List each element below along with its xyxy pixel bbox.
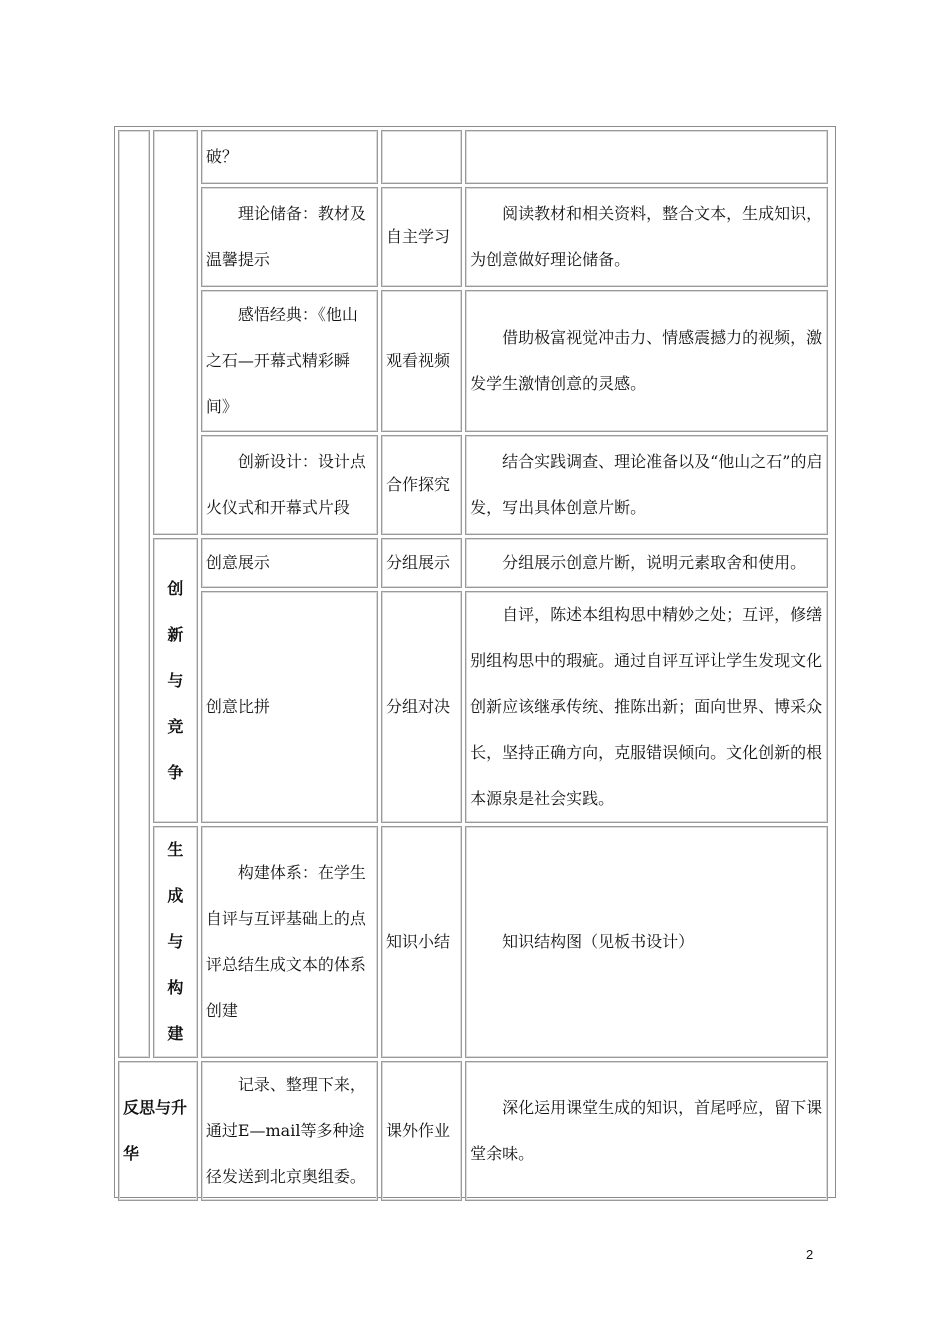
- stage-label-construction: 生 成 与 构 建: [153, 826, 198, 1058]
- activity-cell: 创新设计：设计点火仪式和开幕式片段: [201, 435, 378, 535]
- activity-cell: 构建体系：在学生自评与互评基础上的点评总结生成文本的体系创建: [201, 826, 378, 1058]
- method-cell: 合作探究: [381, 435, 462, 535]
- method-cell: 观看视频: [381, 290, 462, 432]
- method-cell: 分组对决: [381, 591, 462, 823]
- method-cell: [381, 130, 462, 184]
- activity-cell: 记录、整理下来，通过E—mail等多种途径发送到北京奥组委。: [201, 1061, 378, 1201]
- method-cell: 自主学习: [381, 187, 462, 287]
- table-row: [118, 187, 828, 287]
- method-cell: 课外作业: [381, 1061, 462, 1201]
- activity-cell: 感悟经典：《他山之石—开幕式精彩瞬间》: [201, 290, 378, 432]
- method-cell: 分组展示: [381, 538, 462, 588]
- stage-label-innovation: 创 新 与 竞 争: [153, 538, 198, 823]
- intent-cell: 分组展示创意片断，说明元素取舍和使用。: [465, 538, 828, 588]
- phase-cell-empty: [118, 130, 150, 1058]
- activity-cell: 创意展示: [201, 538, 378, 588]
- method-cell: 知识小结: [381, 826, 462, 1058]
- intent-cell: 结合实践调查、理论准备以及“他山之石”的启发，写出具体创意片断。: [465, 435, 828, 535]
- intent-cell: 借助极富视觉冲击力、情感震撼力的视频，激发学生激情创意的灵感。: [465, 290, 828, 432]
- table-row: [118, 826, 828, 1058]
- table-row: [118, 290, 828, 432]
- table-row: [118, 538, 828, 588]
- intent-cell: 深化运用课堂生成的知识，首尾呼应，留下课堂余味。: [465, 1061, 828, 1201]
- activity-cell: 破？: [201, 130, 378, 184]
- table-row: [118, 130, 828, 184]
- phase-label-reflection: 反思与升华: [118, 1061, 198, 1201]
- page-number: 2: [806, 1247, 814, 1262]
- table-row: [118, 435, 828, 535]
- stage-cell-empty: [153, 130, 198, 535]
- activity-cell: 创意比拼: [201, 591, 378, 823]
- table-row: [118, 591, 828, 823]
- table-row: [118, 1061, 828, 1201]
- intent-cell: 自评，陈述本组构思中精妙之处；互评，修缮别组构思中的瑕疵。通过自评互评让学生发现文化创新应该继承传统、推陈出新；面向世界、博采众长，坚持正确方向，克服错误倾向。文化创新的根本源泉是社会实践。: [465, 591, 828, 823]
- intent-cell: 阅读教材和相关资料，整合文本，生成知识，为创意做好理论储备。: [465, 187, 828, 287]
- intent-cell: 知识结构图（见板书设计）: [465, 826, 828, 1058]
- lesson-table: [115, 127, 831, 1204]
- intent-cell: [465, 130, 828, 184]
- activity-cell: 理论储备：教材及温馨提示: [201, 187, 378, 287]
